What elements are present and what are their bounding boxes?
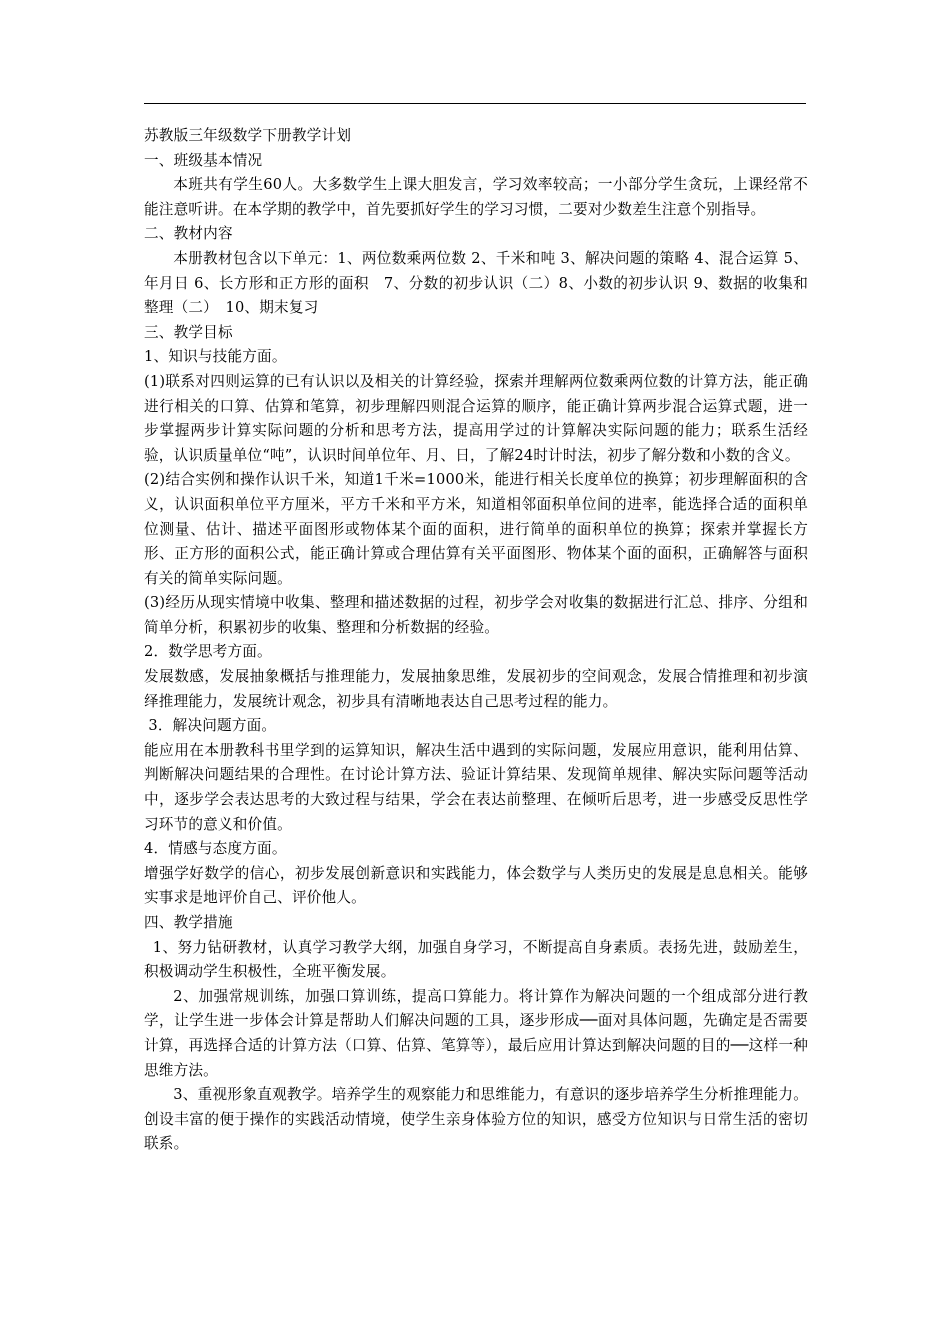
document-title: 苏教版三年级数学下册教学计划 (144, 127, 352, 144)
paragraph: 本班共有学生60人。大多数学生上课大胆发言，学习效率较高；一小部分学生贪玩，上课经常不能注意听讲。在本学期的教学中，首先要抓好学生的学习习惯，二要对少数差生注意个别指导。 (144, 176, 808, 218)
section-heading: 四、教学措施 (144, 914, 233, 931)
paragraph: 能应用在本册教科书里学到的运算知识，解决生活中遇到的实际问题，发展应用意识，能利用估算、判断解决问题结果的合理性。在讨论计算方法、验证计算结果、发现简单规律、解决实际问题等活动中，逐步学会表达思考的大致过程与结果，学会在表达前整理、在倾听后思考，进一步感受反思性学习环节的意义和价值。 (144, 741, 808, 833)
paragraph: 增强学好数学的信心，初步发展创新意识和实践能力，体会数学与人类历史的发展是息息相关。能够实事求是地评价自己、评价他人。 (144, 864, 808, 907)
paragraph: 本册教材包含以下单元：1、两位数乘两位数 2、千米和吨 3、解决问题的策略 4、混合运算 5、年月日 6、长方形和正方形的面积 7、分数的初步认识（二）8、小数的初步认识 9、数据的收集和整理（二） 10、期末复习 (144, 249, 808, 317)
subsection-heading: 2．数学思考方面。 (144, 643, 272, 661)
section-heading: 二、教材内容 (144, 225, 233, 243)
paragraph: (2)结合实例和操作认识千米，知道1千米=1000米，能进行相关长度单位的换算；初步理解面积的含义，认识面积单位平方厘米，平方千米和平方米，知道相邻面积单位间的进率，能选择合适的面积单位测量、估计、描述平面图形或物体某个面的面积，进行简单的面积单位的换算；探索并掌握长方形、正方形的面积公式，能正确计算或合理估算有关平面图形、物体某个面的面积，正确解答与面积有关的简单实际问题。 (144, 471, 808, 587)
section-heading: 一、班级基本情况 (144, 151, 263, 169)
paragraph: 3、重视形象直观教学。培养学生的观察能力和思维能力，有意识的逐步培养学生分析推理能力。创设丰富的便于操作的实践活动情境，使学生亲身体验方位的知识，感受方位知识与日常生活的密切联系。 (144, 1086, 808, 1153)
paragraph: (3)经历从现实情境中收集、整理和描述数据的过程，初步学会对收集的数据进行汇总、排序、分组和简单分析，积累初步的收集、整理和分析数据的经验。 (144, 594, 808, 636)
paragraph: 1、努力钻研教材，认真学习教学大纲，加强自身学习，不断提高自身素质。表扬先进，鼓励差生，积极调动学生积极性，全班平衡发展。 (144, 938, 808, 981)
header-rule (144, 103, 806, 104)
subsection-heading: 3．解决问题方面。 (148, 717, 277, 735)
document-body (144, 124, 808, 1157)
section-heading: 三、教学目标 (144, 323, 233, 341)
paragraph: 2、加强常规训练，加强口算训练，提高口算能力。将计算作为解决问题的一个组成部分进行教学，让学生进一步体会计算是帮助人们解决问题的工具，逐步形成──面对具体问题，先确定是否需要计算，再选择合适的计算方法（口算、估算、笔算等），最后应用计算达到解决问题的目的──这样一种思维方法。 (144, 987, 808, 1079)
subsection-heading: 1、知识与技能方面。 (144, 348, 287, 366)
subsection-heading: 4．情感与态度方面。 (144, 840, 287, 858)
paragraph: (1)联系对四则运算的已有认识以及相关的计算经验，探索并理解两位数乘两位数的计算方法，能正确进行相关的口算、估算和笔算，初步理解四则混合运算的顺序，能正确计算两步混合运算式题，进一步掌握两步计算实际问题的分析和思考方法，提高用学过的计算解决实际问题的能力；联系生活经验，认识质量单位“吨”，认识时间单位年、月、日，了解24时计时法，初步了解分数和小数的含义。 (144, 372, 808, 464)
paragraph: 发展数感，发展抽象概括与推理能力，发展抽象思维，发展初步的空间观念，发展合情推理和初步演绎推理能力，发展统计观念，初步具有清晰地表达自己思考过程的能力。 (144, 668, 808, 710)
